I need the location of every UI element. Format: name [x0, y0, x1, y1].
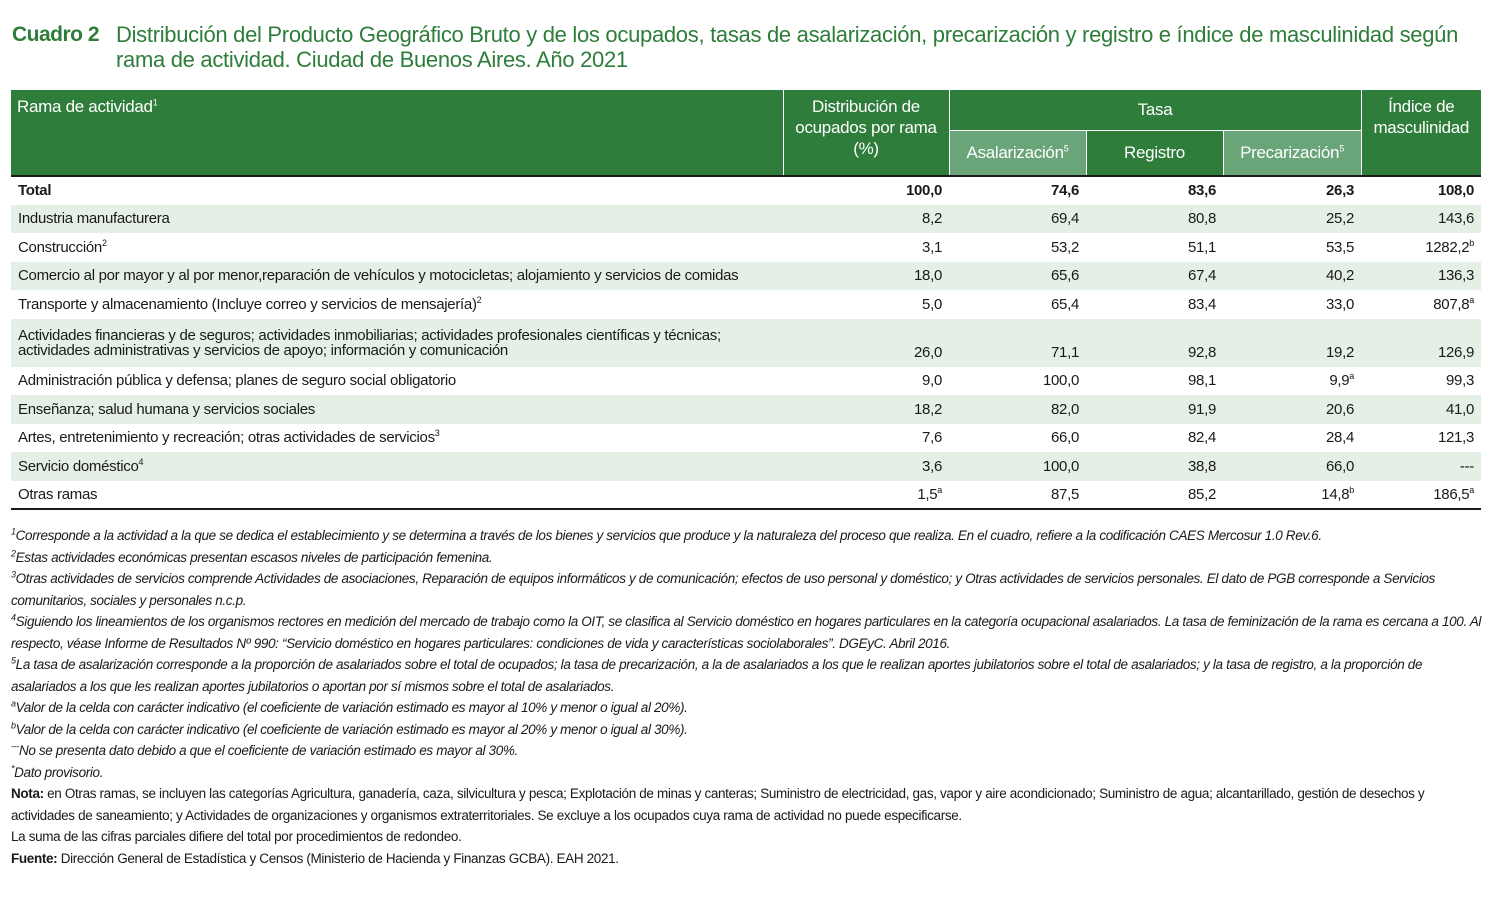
cell-asal: 74,6 [949, 176, 1086, 205]
cell-prec: 19,2 [1223, 319, 1361, 367]
cell-ind: --- [1361, 452, 1481, 481]
cell-asal: 71,1 [949, 319, 1086, 367]
cell-dist: 18,0 [783, 262, 949, 291]
cell-dist: 3,6 [783, 452, 949, 481]
cell-dist: 9,0 [922, 372, 942, 390]
cell-prec: 66,0 [1223, 452, 1361, 481]
cell-prec: 14,8$^b$ [1223, 481, 1361, 510]
table-row [11, 205, 1481, 234]
nota: Nota: en Otras ramas, se incluyen las categorías Agricultura, ganadería, caza, silvicultura y pesca; Explotación de minas y canteras; Suministro de electricidad, gas, vapor y aire acondicionado; Suministro de agua; alcantarillado, gestión de desechos y actividades de saneamiento; y Actividades de organizaciones y organismos extraterritoriales. Se excluye a los ocupados cuya rama de actividad no puede especificarse. [11, 786, 1425, 823]
cell-reg: 83,6 [1086, 176, 1223, 205]
table-row [11, 319, 1481, 367]
cell-ind: 143,6 [1361, 205, 1481, 234]
cell-dist: 7,6 [922, 429, 942, 447]
table-row [11, 395, 1481, 424]
cell-reg: 98,1 [1188, 372, 1216, 390]
cell-asal: 65,4 [1051, 295, 1079, 313]
cell-ind: 136,3 [1361, 262, 1481, 291]
cell-rama: Actividades financieras y de seguros; actividades inmobiliarias; actividades profesionales científicas y técnicas; actividades administrativas y servicios de apoyo; información y comunicación [11, 319, 783, 367]
table-row [11, 424, 1481, 453]
table-row [11, 367, 1481, 396]
footnote-dash: ---No se presenta dato debido a que el coeficiente de variación estimado es mayor al 30%. [11, 741, 518, 758]
header-precarizacion: Precarización$^5$ [1223, 130, 1361, 176]
fuente: Fuente: Dirección General de Estadística y Censos (Ministerio de Hacienda y Finanzas GCBA). EAH 2021. [11, 850, 619, 866]
cell-asal: 87,5 [949, 481, 1086, 510]
cell-reg: 85,2 [1086, 481, 1223, 510]
cell-dist: 100,0 [783, 176, 949, 205]
cell-ind: 121,3 [1437, 429, 1474, 447]
cell-dist: 3,1 [922, 238, 942, 256]
table-row [11, 452, 1481, 481]
header-registro: Registro [1086, 130, 1223, 176]
cell-asal: 82,0 [949, 395, 1086, 424]
cell-ind: 186,5$^a$ [1361, 481, 1481, 510]
cell-dist: 1,5$^a$ [783, 481, 949, 510]
cell-dist: 8,2 [783, 205, 949, 234]
footnote-1: $^1$Corresponde a la actividad a la que se dedica el establecimiento y se determina a través de los bienes y servicios que produce y la naturaleza del proceso que realiza. En el cuadro, refiere a la codificación CAES Mercosur 1.0 Rev.6. [11, 526, 1322, 543]
cell-asal: 65,6 [949, 262, 1086, 291]
cell-asal: 66,0 [1051, 429, 1079, 447]
table-title [12, 22, 1492, 72]
cell-rama: Industria manufacturera [11, 205, 783, 234]
footnote-b: $^b$Valor de la celda con carácter indicativo (el coeficiente de variación estimado es mayor al 20% y menor o igual al 30%). [11, 720, 688, 737]
cell-prec: 26,3 [1223, 176, 1361, 205]
redondeo-note: La suma de las cifras parciales difiere del total por procedimientos de redondeo. [11, 829, 462, 844]
header-tasa: Tasa [949, 90, 1361, 130]
footnote-2: $^2$Estas actividades económicas presentan escasos niveles de participación femenina. [11, 548, 493, 565]
footnote-3: $^3$Otras actividades de servicios comprende Actividades de asociaciones, Reparación de equipos informáticos y de comunicación; efectos de uso personal y doméstico; y Otras actividades de servicios personales. El dato de PGB corresponde a Servicios comunitarios, sociales y personales n.c.p. [11, 569, 1436, 608]
cell-prec: 40,2 [1223, 262, 1361, 291]
cell-rama: Construcción$^2$ [18, 237, 107, 256]
cell-prec: 53,5 [1326, 238, 1354, 256]
cell-rama: Transporte y almacenamiento (Incluye correo y servicios de mensajería)$^2$ [18, 294, 482, 313]
cell-ind: 99,3 [1446, 372, 1474, 390]
table-row [11, 290, 1481, 319]
table-row [11, 262, 1481, 291]
footnote-a: $^a$Valor de la celda con carácter indicativo (el coeficiente de variación estimado es mayor al 10% y menor o igual al 20%). [11, 698, 688, 715]
cell-asal: 100,0 [949, 452, 1086, 481]
cell-asal: 53,2 [1051, 238, 1079, 256]
cell-asal: 100,0 [1042, 372, 1079, 390]
cell-ind: 108,0 [1361, 176, 1481, 205]
cell-reg: 80,8 [1086, 205, 1223, 234]
cell-rama: Total [11, 176, 783, 205]
footnotes [11, 525, 1486, 869]
table-row [11, 481, 1481, 510]
cell-rama: Otras ramas [11, 481, 783, 510]
cell-reg: 51,1 [1188, 238, 1216, 256]
cell-dist: 26,0 [783, 319, 949, 367]
cell-ind: 807,8$^a$ [1433, 294, 1474, 313]
cell-asal: 69,4 [949, 205, 1086, 234]
cell-reg: 92,8 [1086, 319, 1223, 367]
header-rama: Rama de actividad$^1$ [11, 90, 783, 176]
cell-prec: 33,0 [1326, 295, 1354, 313]
cell-dist: 18,2 [783, 395, 949, 424]
footnote-star: *Dato provisorio. [11, 763, 104, 780]
data-table [11, 90, 1481, 510]
total-row [11, 176, 1481, 205]
cell-prec: 9,9$^a$ [1329, 371, 1354, 390]
cell-prec: 28,4 [1326, 429, 1354, 447]
cell-ind: 41,0 [1361, 395, 1481, 424]
cell-reg: 91,9 [1086, 395, 1223, 424]
footnote-5: $^5$La tasa de asalarización corresponde a la proporción de asalariados sobre el total de ocupados; la tasa de precarización, a la de asalariados a los que le realizan aportes jubilatorios sobre el total de asalariados; y la tasa de registro, a la proporción de asalariados a los que les realizan aportes jubilatorios o aportan por sí mismos sobre el total de asalariados. [11, 655, 1423, 694]
cell-reg: 38,8 [1086, 452, 1223, 481]
cell-rama: Enseñanza; salud humana y servicios sociales [11, 395, 783, 424]
header-indice: Índice de masculinidad [1361, 90, 1481, 176]
cell-ind: 1282,2$^b$ [1425, 237, 1474, 256]
cell-rama: Administración pública y defensa; planes de seguro social obligatorio [18, 372, 456, 390]
cell-reg: 82,4 [1188, 429, 1216, 447]
header-distribucion: Distribución de ocupados por rama (%) [783, 90, 949, 176]
cell-rama: Comercio al por mayor y al por menor,reparación de vehículos y motocicletas; alojamiento y servicios de comidas [11, 262, 783, 291]
cell-ind: 126,9 [1361, 319, 1481, 367]
footnote-4: $^4$Siguiendo los lineamientos de los organismos rectores en medición del mercado de trabajo como la OIT, se clasifica al Servicio doméstico en hogares particulares en la categoría ocupacional asalariados. La tasa de feminización de la rama es cercana a 100. Al respecto, véase Informe de Resultados Nº 990: “Servicio doméstico en hogares particulares: condiciones de vida y características sociolaborales”. DGEyC. Abril 2016. [11, 612, 1482, 651]
cell-reg: 83,4 [1188, 295, 1216, 313]
cell-prec: 20,6 [1223, 395, 1361, 424]
table-number: Cuadro 2 [12, 23, 100, 46]
cell-rama: Servicio doméstico$^4$ [11, 452, 783, 481]
cell-rama: Artes, entretenimiento y recreación; otras actividades de servicios$^3$ [18, 428, 440, 447]
cell-prec: 25,2 [1223, 205, 1361, 234]
cell-dist: 5,0 [922, 295, 942, 313]
table-row [11, 233, 1481, 262]
header-asalarizacion: Asalarización$^5$ [949, 130, 1086, 176]
cell-reg: 67,4 [1086, 262, 1223, 291]
table-caption: Distribución del Producto Geográfico Bruto y de los ocupados, tasas de asalarización, precarización y registro e índice de masculinidad según rama de actividad. Ciudad de Buenos Aires. Año 2021 [116, 22, 1459, 72]
